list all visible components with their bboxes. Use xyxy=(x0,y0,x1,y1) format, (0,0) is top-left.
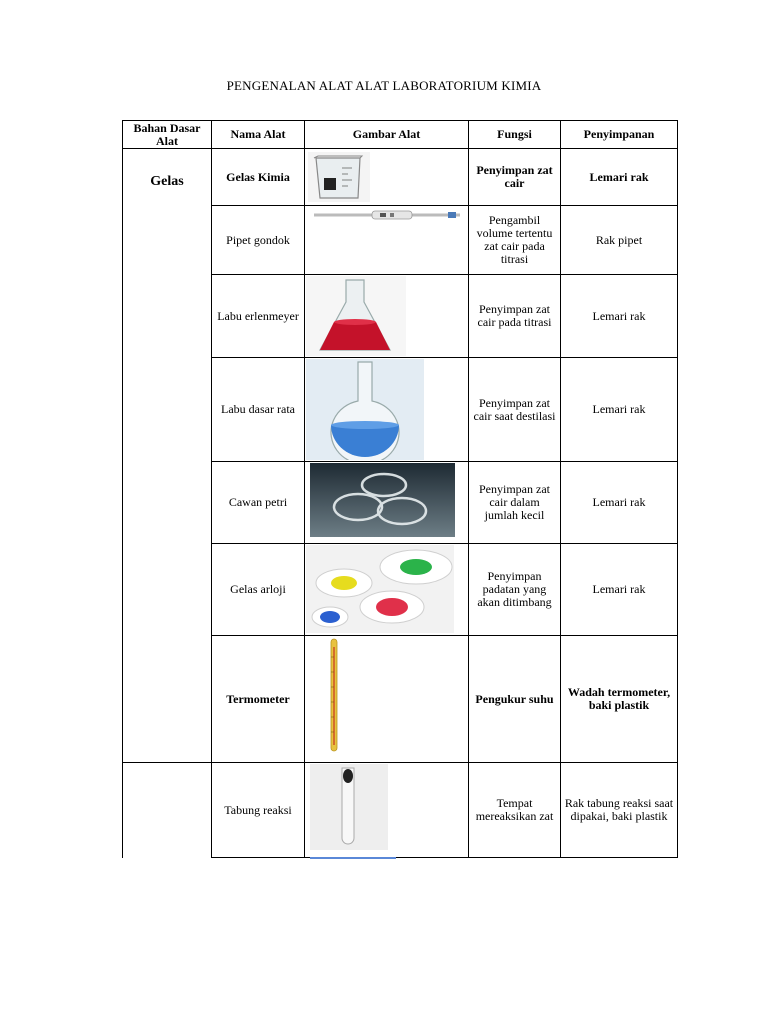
row-0-nama: Gelas Kimia xyxy=(226,169,290,184)
row-2-penyimpanan: Lemari rak xyxy=(592,308,646,323)
thermometer-icon xyxy=(328,637,340,753)
row-2-fungsi: Penyimpan zat cair pada titrasi xyxy=(477,302,552,329)
header-penyimpanan: Penyimpanan xyxy=(583,127,655,141)
watch-glass-icon xyxy=(306,545,454,633)
header-gambar: Gambar Alat xyxy=(352,127,421,141)
row-2-nama: Labu erlenmeyer xyxy=(217,308,299,323)
row-7-fungsi: Tempat mereaksikan zat xyxy=(475,796,554,823)
header-fungsi: Fungsi xyxy=(497,127,532,141)
row-7-nama: Tabung reaksi xyxy=(224,802,292,817)
row-7-penyimpanan: Rak tabung reaksi saat dipakai, baki plastik xyxy=(564,796,674,823)
header-nama: Nama Alat xyxy=(230,127,286,141)
row-1-penyimpanan: Rak pipet xyxy=(595,232,643,247)
flat-bottom-flask-icon xyxy=(306,359,424,460)
volumetric-pipette-icon xyxy=(310,208,465,222)
row-6-penyimpanan: Wadah termometer, baki plastik xyxy=(567,685,671,712)
row-5-fungsi: Penyimpan padatan yang akan ditimbang xyxy=(477,569,552,609)
page-title: PENGENALAN ALAT ALAT LABORATORIUM KIMIA xyxy=(226,78,542,93)
petri-dish-icon xyxy=(310,463,455,537)
row-5-nama: Gelas arloji xyxy=(230,582,286,596)
row-4-penyimpanan: Lemari rak xyxy=(592,495,646,509)
erlenmeyer-flask-icon xyxy=(306,276,406,356)
row-4-nama: Cawan petri xyxy=(228,495,288,509)
row-6-nama: Termometer xyxy=(226,691,290,706)
row-5-penyimpanan: Lemari rak xyxy=(592,582,646,596)
row-4-fungsi: Penyimpan zat cair dalam jumlah kecil xyxy=(479,482,550,522)
beaker-icon xyxy=(308,152,370,202)
row-3-penyimpanan: Lemari rak xyxy=(592,402,646,416)
category-label: Gelas xyxy=(150,174,184,189)
row-1-fungsi: Pengambil volume tertentu zat cair pada titrasi xyxy=(476,213,553,266)
row-3-fungsi: Penyimpan zat cair saat destilasi xyxy=(473,395,556,423)
row-0-penyimpanan: Lemari rak xyxy=(589,169,649,184)
row-0-fungsi: Penyimpan zat cair xyxy=(476,163,553,190)
row-3-nama: Labu dasar rata xyxy=(221,402,295,416)
test-tube-icon xyxy=(310,764,388,850)
header-bahan: Bahan Dasar Alat xyxy=(133,120,201,148)
row-6-fungsi: Pengukur suhu xyxy=(475,691,554,706)
next-image-edge xyxy=(310,857,396,859)
row-1-nama: Pipet gondok xyxy=(226,232,290,247)
